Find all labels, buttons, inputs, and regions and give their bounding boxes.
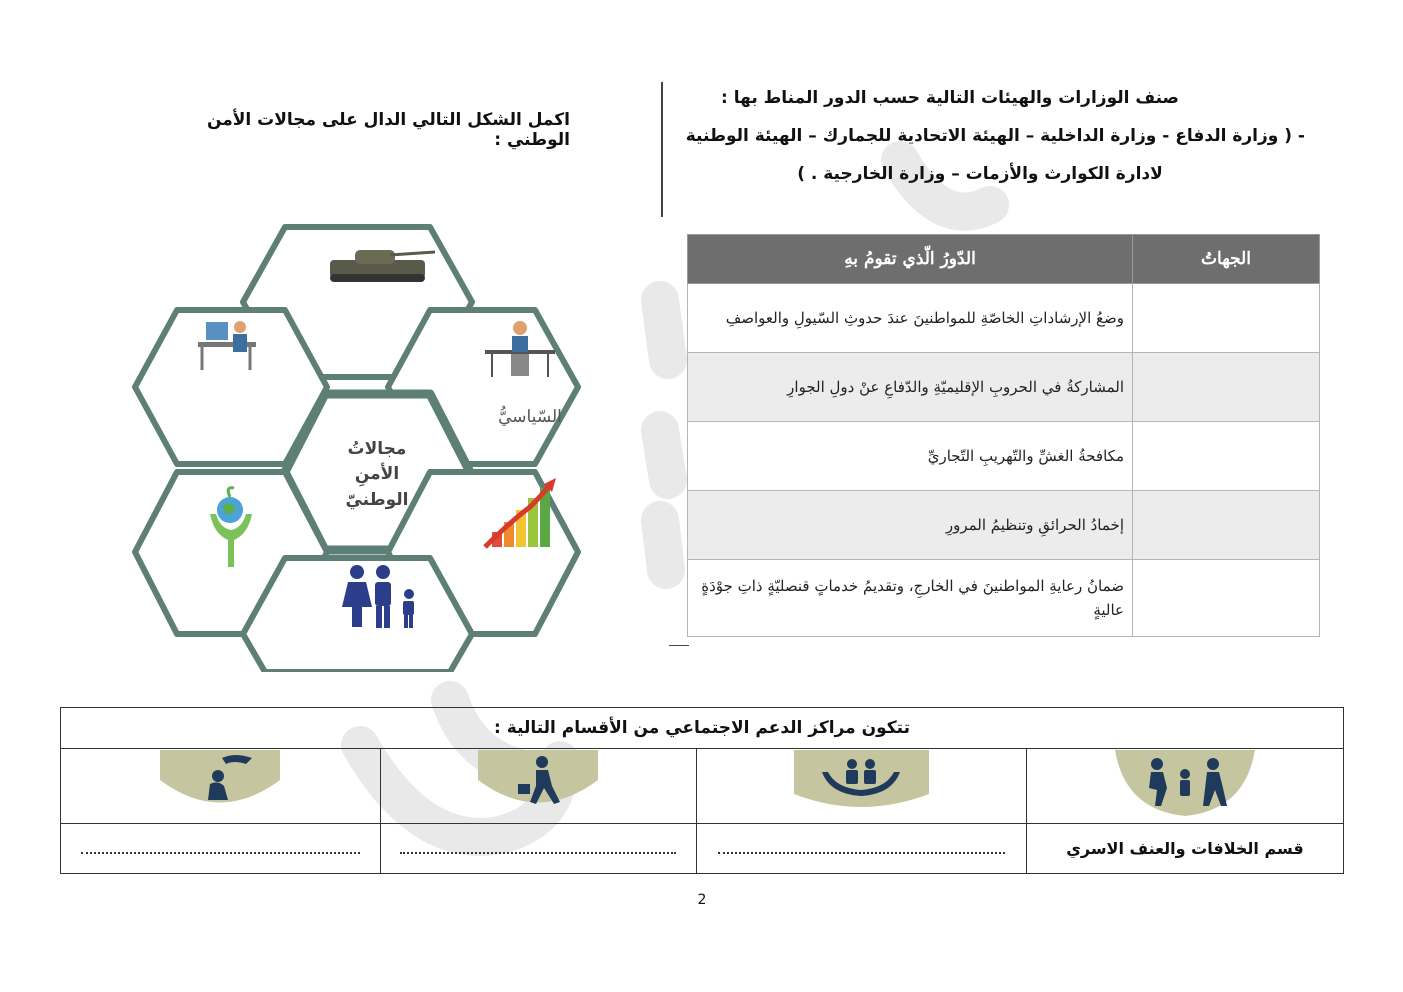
roles-table-header [688,235,1320,284]
header-body: الجهاتُ [1133,235,1320,284]
diagram-instruction: اكمل الشكل التالي الدال على مجالات الأمن الوطني : [206,110,570,150]
column-divider [661,82,663,217]
political-label: السّياسيُّ [498,407,562,427]
center-label-line2: الأمنِ [354,464,400,484]
dotted-line [400,840,676,854]
table-row [688,560,1320,637]
center-label-line1: مجالاتُ [347,439,407,459]
national-security-hex-diagram [130,222,625,672]
answer-cell[interactable] [1133,284,1320,353]
entities-list-line1: - ( وزارة الدفاع - وزارة الداخلية – الهيئة الاتحادية للجمارك – الهيئة الوطنية [685,126,1305,146]
table-row [688,284,1320,353]
table-row [688,422,1320,491]
support-centers-title: تتكون مراكز الدعم الاجتماعي من الأقسام التالية : [61,708,1344,749]
answer-blank[interactable] [61,824,381,874]
role-cell: إخمادُ الحرائقِ وتنظيمُ المرورِ [688,491,1133,560]
answer-cell[interactable] [1133,491,1320,560]
support-centers-table [60,707,1344,874]
center-label-line3: الوطنيّ [345,490,409,510]
role-cell: مكافحةُ الغشِّ والتّهريبِ التّجاريِّ [688,422,1133,491]
child-protection-hands-icon [794,750,929,812]
sitting-person-care-icon [160,750,280,812]
answer-cell[interactable] [1133,422,1320,491]
dotted-line [718,840,1005,854]
page-number: 2 [697,892,707,908]
walking-person-icon [478,750,598,812]
table-row [688,353,1320,422]
classification-instruction: صنف الوزارات والهيئات التالية حسب الدور المناط بها : [721,88,1179,108]
dotted-line [81,840,360,854]
table-row [688,491,1320,560]
answer-cell[interactable] [1133,560,1320,637]
section-name-family-disputes: قسم الخلافات والعنف الاسري [1026,824,1343,874]
roles-table [687,234,1320,637]
answer-blank[interactable] [380,824,697,874]
icon-cell [380,749,697,824]
role-cell: وضعُ الإرشاداتِ الخاصّةِ للمواطنينَ عندَ حدوثِ السّيولِ والعواصفِ [688,284,1133,353]
role-cell: ضمانُ رعايةِ المواطنينَ في الخارجِ، وتقديمُ خدماتٍ قنصليّةٍ ذاتِ جوْدَةٍ عاليةٍ [688,560,1133,637]
icon-cell [697,749,1027,824]
header-role: الدّورُ الّذي تقومُ بهِ [688,235,1133,284]
icon-cell [1026,749,1343,824]
icon-cell [61,749,381,824]
answer-cell[interactable] [1133,353,1320,422]
table-tick-mark [669,645,689,646]
entities-list-line2: لادارة الكوارث والأزمات – وزارة الخارجية . ) [797,164,1163,184]
family-dispute-icon [1115,750,1255,816]
role-cell: المشاركةُ في الحروبِ الإقليميّةِ والدّفاعِ عنْ دولِ الجوارِ [688,353,1133,422]
answer-blank[interactable] [697,824,1027,874]
